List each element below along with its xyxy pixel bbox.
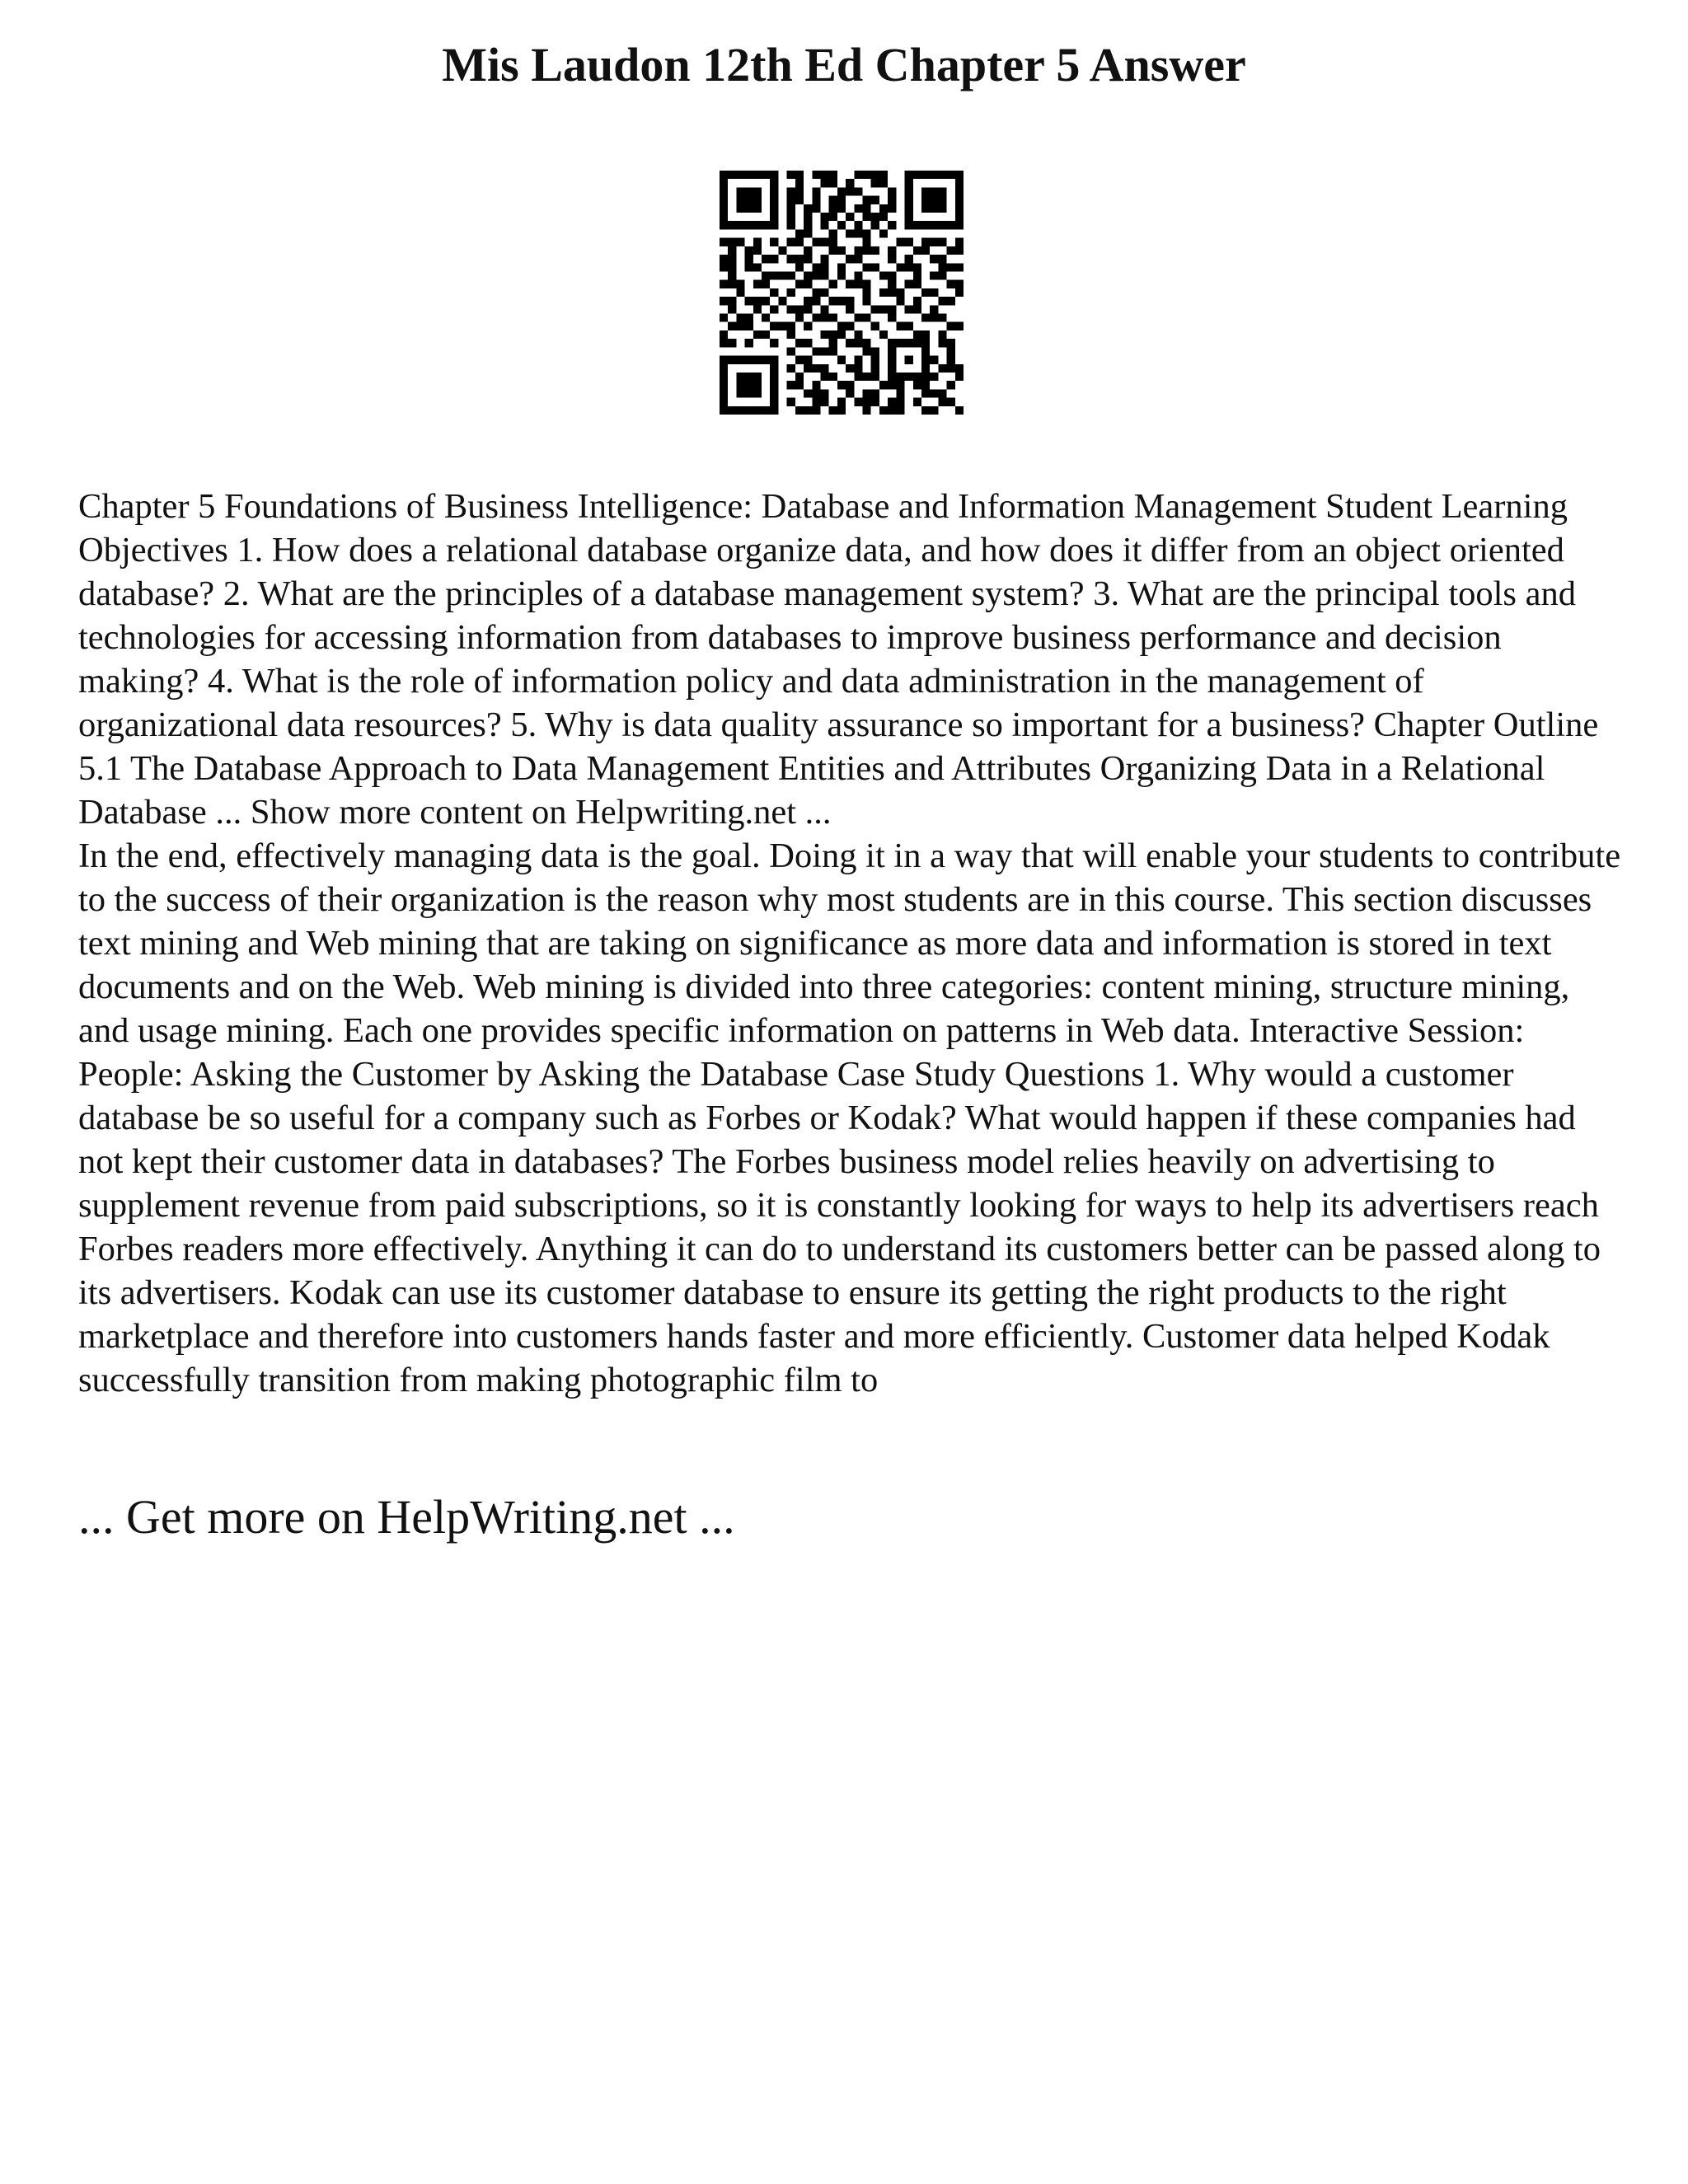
paragraph: In the end, effectively managing data is the goal. Doing it in a way that will enable your students to contribute to the success of their organization is the reason why most students are in this course. This section discusses text mining and Web mining that are taking on significance as more data and information is stored in text documents and on the Web. Web mining is divided into three categories: content mining, structure mining, and usage mining. Each one provides specific information on patterns in Web data. Interactive Session: People: Asking the Customer by Asking the Database Case Study Questions 1. Why would a customer database be so useful for a company such as Forbes or Kodak? What would happen if these companies had not kept their customer data in databases? The Forbes business model relies heavily on advertising to supplement revenue from paid subscriptions, so it is constantly looking for ways to help its advertisers reach Forbes readers more effectively. Anything it can do to understand its customers better can be passed along to its advertisers. Kodak can use its customer database to ensure its getting the right products to the right marketplace and therefore into customers hands faster and more efficiently. Customer data helped Kodak successfully transition from making photographic film to <box>78 837 1621 1399</box>
get-more-link[interactable]: ... Get more on HelpWriting.net ... <box>78 1490 735 1544</box>
document-body <box>78 485 1628 1402</box>
paragraph: Chapter 5 Foundations of Business Intelligence: Database and Information Management Student Learning Objectives 1. How does a relational database organize data, and how does it differ from an object oriented database? 2. What are the principles of a database management system? 3. What are the principal tools and technologies for accessing information from databases to improve business performance and decision making? 4. What is the role of information policy and data administration in the management of organizational data resources? 5. Why is data quality assurance so important for a business? Chapter Outline 5.1 The Database Approach to Data Management Entities and Attributes Organizing Data in a Relational Database ... Show more content on Helpwriting.net ... <box>78 487 1599 832</box>
qr-code-icon <box>720 171 964 415</box>
page-title: Mis Laudon 12th Ed Chapter 5 Answer <box>442 38 1246 91</box>
